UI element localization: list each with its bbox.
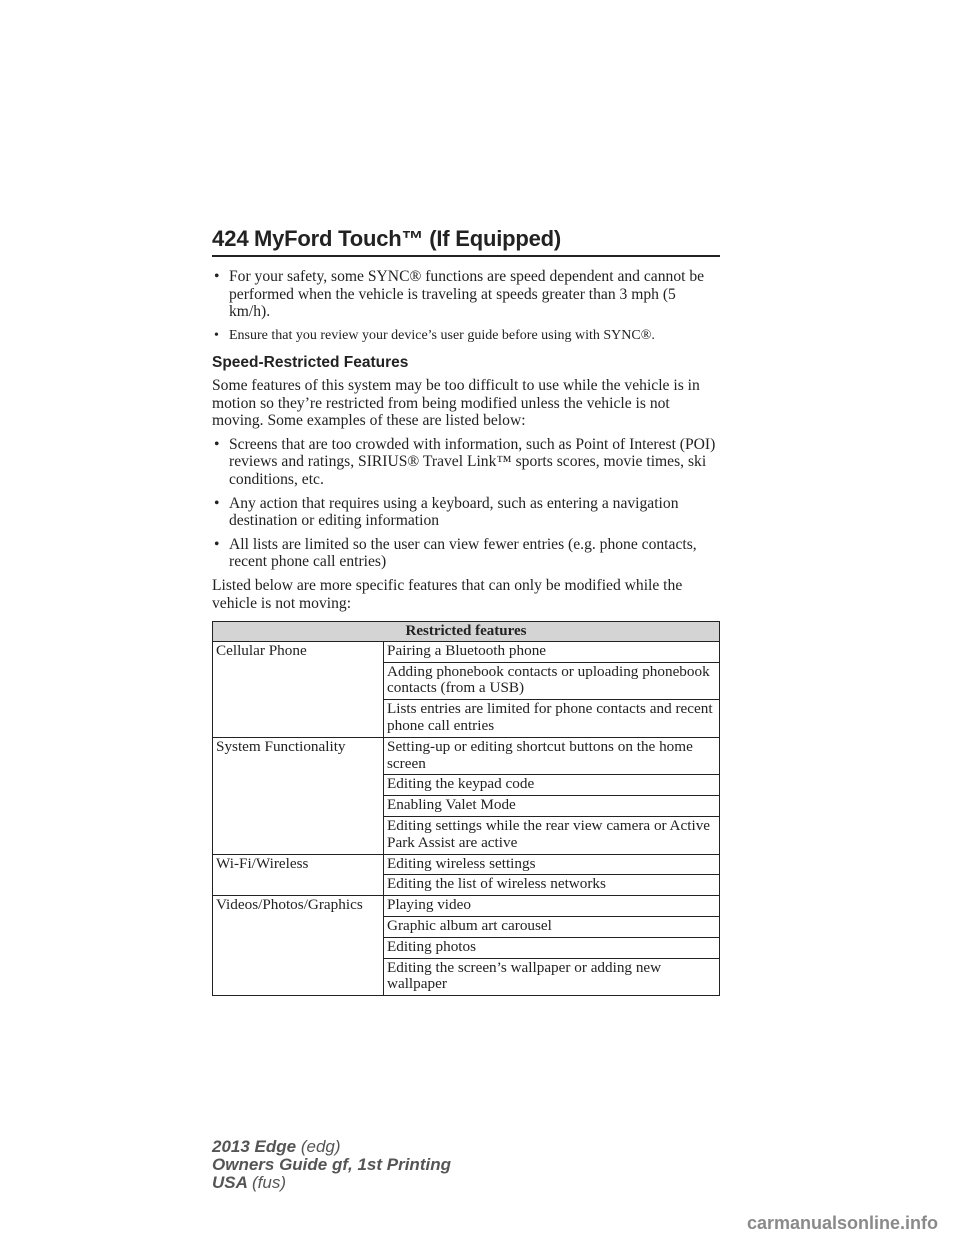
bullet-dot: • [214, 535, 220, 553]
feature-cell: Editing photos [384, 937, 720, 958]
page-content [212, 268, 720, 996]
footer-model-code: (edg) [300, 1137, 341, 1156]
bullet-text: Any action that requires using a keyboard, such as entering a navigation destination or editing information [229, 494, 679, 530]
table-row [213, 854, 720, 875]
bullet-text: Screens that are too crowded with information, such as Point of Interest (POI) reviews and ratings, SIRIUS® Travel Link™ sports scores, movie times, ski conditions, etc. [229, 435, 716, 488]
category-cell: Cellular Phone [213, 641, 384, 662]
category-cell [213, 700, 384, 738]
table-row [213, 737, 720, 775]
table-row [213, 662, 720, 700]
table-row [213, 937, 720, 958]
footer-line-model [212, 1138, 451, 1156]
table-row [213, 700, 720, 738]
feature-cell: Playing video [384, 896, 720, 917]
page-title: MyFord Touch™ (If Equipped) [254, 226, 562, 251]
bullet-dot: • [214, 268, 220, 285]
section-intro: Some features of this system may be too difficult to use while the vehicle is in motion so they’re restricted from being modified unless the vehicle is not moving. Some examples of these are listed below: [212, 376, 700, 430]
bullet-text: For your safety, some SYNC® functions are speed dependent and cannot be performed when the vehicle is traveling at speeds greater than 3 mph (5 km/h). [229, 268, 705, 321]
category-cell: System Functionality [213, 737, 384, 775]
feature-cell: Editing the keypad code [384, 775, 720, 796]
category-cell [213, 662, 384, 700]
feature-cell: Adding phonebook contacts or uploading phonebook contacts (from a USB) [384, 662, 720, 700]
print-footer [212, 1138, 451, 1192]
intro-bullet [212, 268, 720, 321]
feature-cell: Graphic album art carousel [384, 917, 720, 938]
feature-cell: Editing the list of wireless networks [384, 875, 720, 896]
intro-bullet [212, 327, 720, 345]
category-cell: Videos/Photos/Graphics [213, 896, 384, 917]
page-header [212, 226, 720, 257]
table-row [213, 817, 720, 855]
category-cell [213, 817, 384, 855]
table-row [213, 958, 720, 996]
table-row [213, 796, 720, 817]
bullet-dot: • [214, 435, 220, 453]
section-bullet [212, 436, 720, 489]
category-cell [213, 937, 384, 958]
feature-cell: Editing settings while the rear view camera or Active Park Assist are active [384, 817, 720, 855]
page-number: 424 [212, 226, 249, 251]
feature-cell: Setting-up or editing shortcut buttons on the home screen [384, 737, 720, 775]
restricted-features-table [212, 621, 720, 996]
category-cell [213, 875, 384, 896]
category-cell: Wi-Fi/Wireless [213, 854, 384, 875]
section-outro: Listed below are more specific features that can only be modified while the vehicle is not moving: [212, 576, 683, 612]
table-row [213, 917, 720, 938]
table-row [213, 875, 720, 896]
section-bullet [212, 495, 720, 530]
section-bullet [212, 536, 720, 571]
bullet-text: All lists are limited so the user can view fewer entries (e.g. phone contacts, recent phone call entries) [229, 535, 697, 571]
footer-model: 2013 Edge [212, 1137, 297, 1156]
table-header-row [213, 622, 720, 642]
category-cell [213, 917, 384, 938]
feature-cell: Enabling Valet Mode [384, 796, 720, 817]
watermark: carmanualsonline.info [746, 1213, 938, 1233]
category-cell [213, 775, 384, 796]
category-cell [213, 958, 384, 996]
bullet-text: Ensure that you review your device’s user guide before using with SYNC®. [229, 327, 655, 343]
table-row [213, 641, 720, 662]
feature-cell: Editing the screen’s wallpaper or adding new wallpaper [384, 958, 720, 996]
footer-region-code: (fus) [252, 1173, 286, 1192]
footer-line-region [212, 1174, 451, 1192]
table-row [213, 775, 720, 796]
category-cell [213, 796, 384, 817]
table-row [213, 896, 720, 917]
feature-cell: Lists entries are limited for phone contacts and recent phone call entries [384, 700, 720, 738]
footer-region: USA [212, 1173, 248, 1192]
feature-cell: Pairing a Bluetooth phone [384, 641, 720, 662]
feature-cell: Editing wireless settings [384, 854, 720, 875]
bullet-dot: • [214, 494, 220, 512]
bullet-dot: • [214, 327, 219, 343]
footer-guide: Owners Guide gf, 1st Printing [212, 1155, 451, 1174]
section-heading: Speed-Restricted Features [212, 354, 409, 372]
table-header: Restricted features [213, 622, 720, 642]
